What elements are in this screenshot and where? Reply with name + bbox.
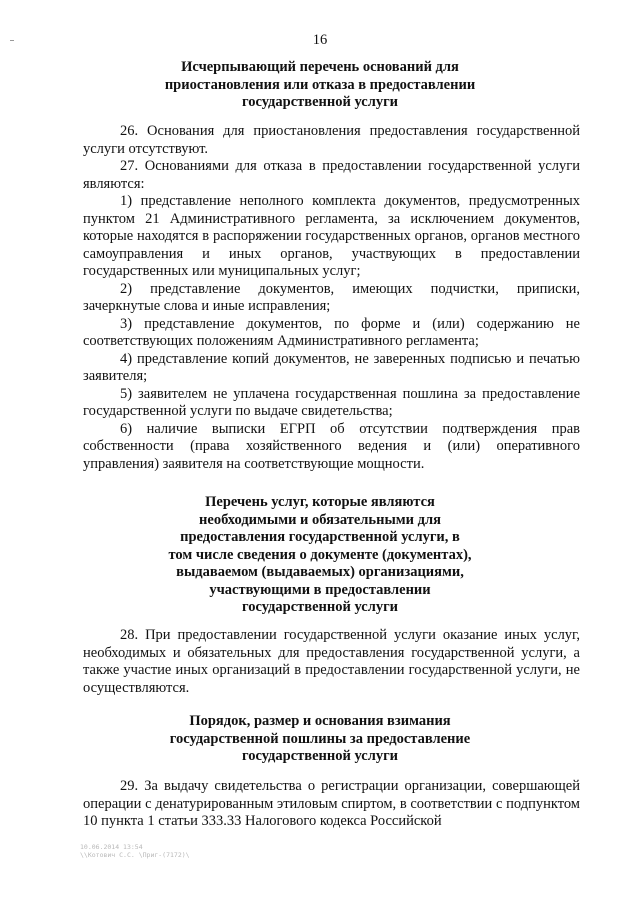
heading-state-fee bbox=[0, 713, 640, 766]
heading-line: необходимыми и обязательными для bbox=[199, 511, 441, 528]
list-item-6: 6) наличие выписки ЕГРП об отсутствии подтверждения прав собственности (права хозяйственного ведения и (или) оперативного управления) заявителя на соответствующие мощности. bbox=[83, 420, 580, 472]
footer-stamp-path: \\Котович С.С. \Приг-(7172)\ bbox=[80, 851, 190, 859]
heading-line: том числе сведения о документе (документах), bbox=[168, 546, 472, 563]
list-item-5: 5) заявителем не уплачена государственная пошлина за предоставление государственной услуги по выдаче свидетельства; bbox=[83, 385, 580, 419]
heading-line: Исчерпывающий перечень оснований для bbox=[181, 59, 459, 75]
footer-stamp bbox=[80, 843, 190, 859]
heading-line: участвующими в предоставлении bbox=[209, 581, 431, 598]
heading-line: государственной пошлины за предоставление bbox=[169, 730, 471, 747]
heading-line: Порядок, размер и основания взимания bbox=[189, 713, 451, 729]
paragraph-29: 29. За выдачу свидетельства о регистрации организации, совершающей операции с денатурированным этиловым спиртом, в соответствии с подпунктом 10 пункта 1 статьи 333.33 Налогового кодекса Российской bbox=[83, 778, 580, 829]
paragraph-26: 26. Основания для приостановления предоставления государственной услуги отсутствуют. bbox=[83, 123, 580, 157]
heading-line: Перечень услуг, которые являются bbox=[205, 494, 435, 510]
heading-line: предоставления государственной услуги, в bbox=[180, 529, 460, 545]
scan-edge-mark bbox=[10, 40, 14, 41]
page-number: 16 bbox=[312, 32, 328, 48]
heading-line: государственной услуги bbox=[241, 94, 399, 110]
section-grounds bbox=[83, 123, 580, 473]
list-item-1: 1) представление неполного комплекта документов, предусмотренных пунктом 21 Административного регламента, за исключением документов, которые находятся в распоряжении государственных органов, органов местного самоуправления и иных органов, участвующих в предоставлении государственных или муниципальных услуг; bbox=[83, 193, 580, 279]
heading-line: выдаваемом (выдаваемых) организациями, bbox=[176, 564, 464, 580]
section-services bbox=[83, 627, 580, 697]
heading-line: государственной услуги bbox=[241, 748, 399, 764]
list-item-2: 2) представление документов, имеющих подчистки, приписки, зачеркнутые слова и иные исправления; bbox=[83, 280, 580, 314]
paragraph-28: 28. При предоставлении государственной услуги оказание иных услуг, необходимых и обязательных для предоставления государственной услуги, а также участие иных организаций в предоставлении государственной услуги, не осуществляются. bbox=[83, 627, 580, 696]
heading-grounds-for-refusal bbox=[0, 59, 640, 112]
heading-line: приостановления или отказа в предоставлении bbox=[164, 76, 476, 93]
list-item-4: 4) представление копий документов, не заверенных подписью и печатью заявителя; bbox=[83, 350, 580, 384]
list-item-3: 3) представление документов, по форме и (или) содержанию не соответствующих положениям Административного регламента; bbox=[83, 315, 580, 349]
section-fee bbox=[83, 778, 580, 831]
heading-required-services bbox=[0, 494, 640, 617]
paragraph-27: 27. Основаниями для отказа в предоставлении государственной услуги являются: bbox=[83, 158, 580, 192]
heading-line: государственной услуги bbox=[241, 599, 399, 615]
footer-stamp-date: 10.06.2014 13:54 bbox=[80, 843, 143, 851]
